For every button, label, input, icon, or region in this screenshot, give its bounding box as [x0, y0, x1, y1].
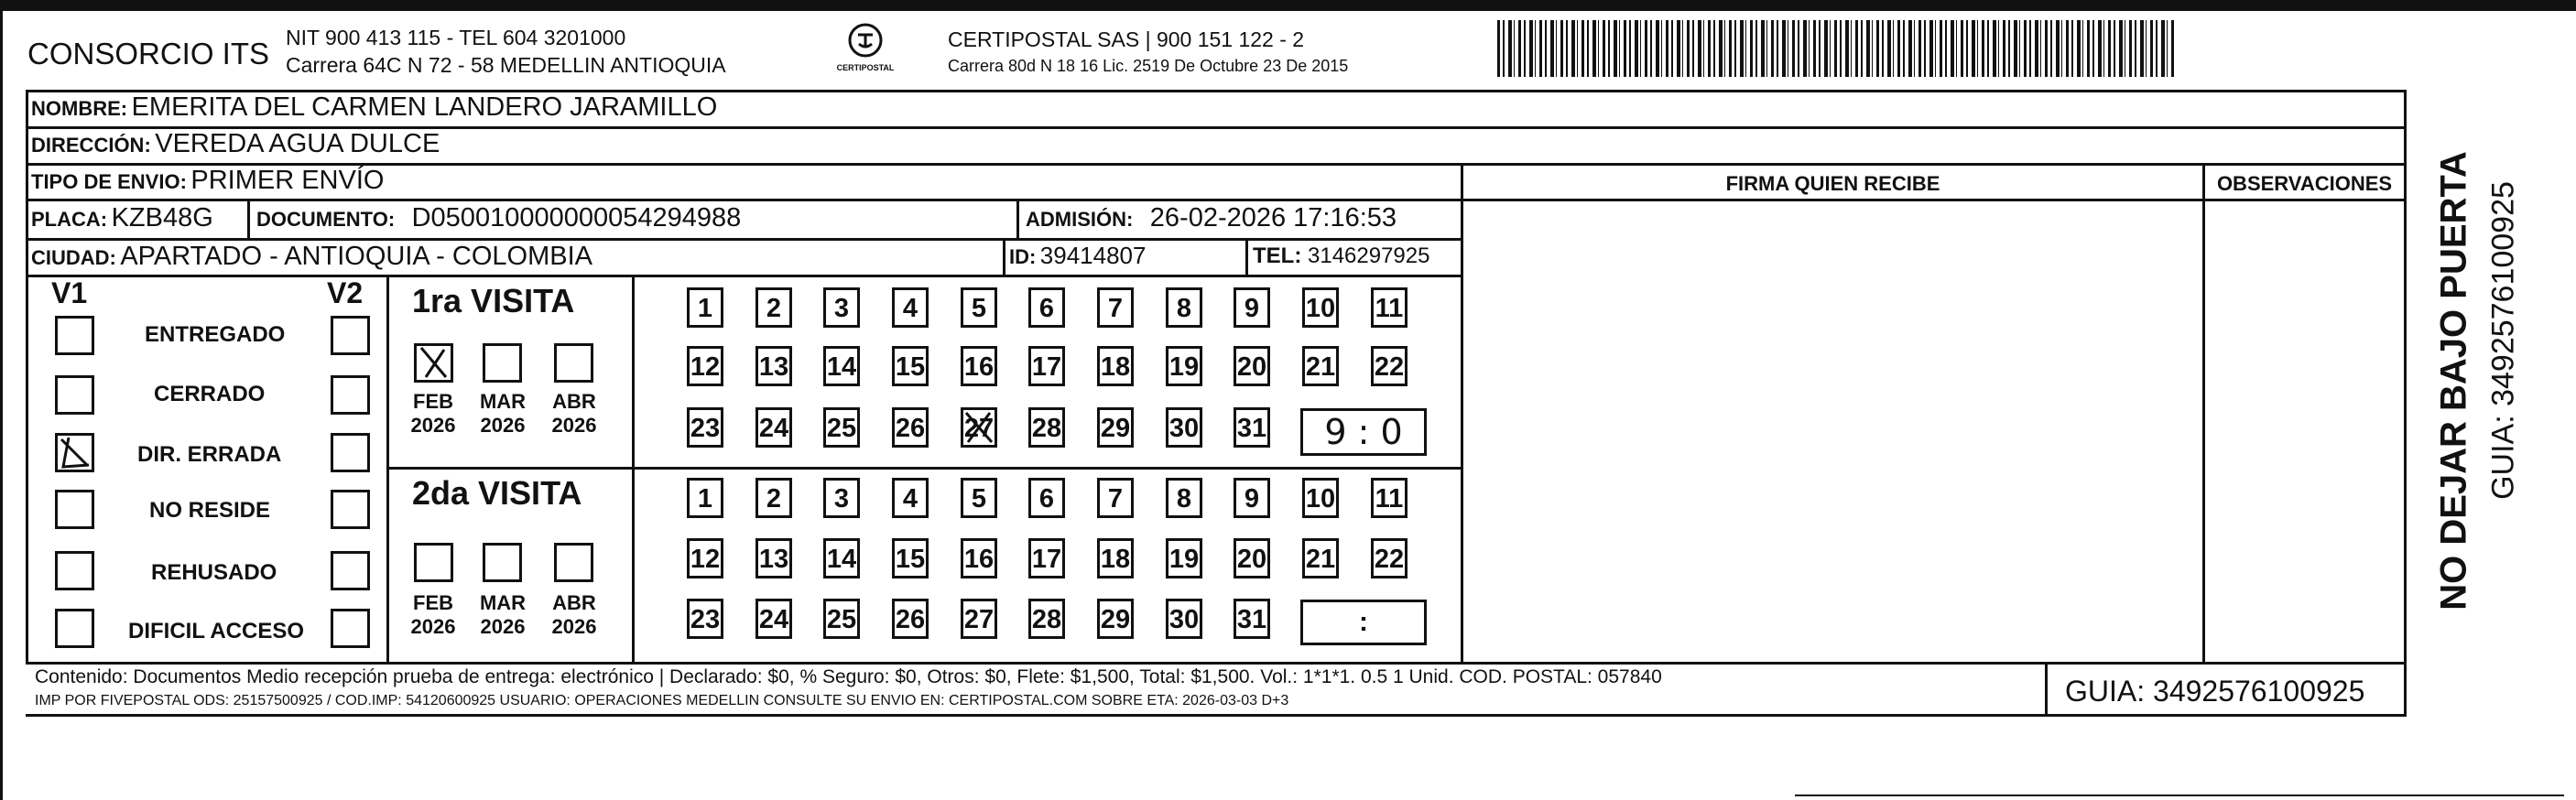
second-visit-mar-box[interactable] — [483, 543, 522, 582]
second-visit-time-value: : — [1359, 607, 1368, 637]
second-visit-day-6[interactable]: 6 — [1028, 478, 1065, 518]
first-visit-day-23[interactable]: 23 — [687, 407, 723, 448]
first-visit-day-5[interactable]: 5 — [961, 287, 997, 328]
first-visit-day-21[interactable]: 21 — [1302, 346, 1339, 386]
row-line-3 — [26, 199, 1463, 201]
second-visit-day-18[interactable]: 18 — [1097, 538, 1134, 578]
tipo-label: TIPO DE ENVIO: — [31, 170, 187, 193]
top-border — [0, 0, 2576, 11]
tel-value: 3146297925 — [1308, 243, 1430, 268]
side-guia: GUIA: 3492576100925 — [2485, 181, 2521, 500]
certipostal-logo — [829, 22, 902, 79]
status-label-dir-errada: DIR. ERRADA — [137, 442, 282, 467]
first-visit-time-value: 9 : 0 — [1324, 412, 1403, 452]
second-visit-day-27[interactable]: 27 — [961, 599, 997, 639]
first-visit-day-9[interactable]: 9 — [1234, 287, 1270, 328]
first-visit-abr-box[interactable] — [554, 343, 593, 383]
row-line-5 — [26, 275, 1463, 277]
status-label-rehusado: REHUSADO — [151, 560, 277, 585]
first-visit-day-31[interactable]: 31 — [1234, 407, 1270, 448]
id-divider — [1003, 238, 1005, 275]
footer-imp: IMP POR FIVEPOSTAL ODS: 25157500925 / COD.IMP: 54120600925 USUARIO: OPERACIONES MEDELLIN CONSULTE SU ENVIO EN: CERTIPOSTAL.COM SOBRE ETA: 2026-03-03 D+3 — [35, 693, 1289, 708]
second-visit-day-21[interactable]: 21 — [1302, 538, 1339, 578]
logo-text: CERTIPOSTAL — [836, 63, 895, 72]
second-visit-feb-label — [405, 591, 462, 639]
first-visit-day-7[interactable]: 7 — [1097, 287, 1134, 328]
v2-box-dir-errada[interactable] — [331, 433, 370, 472]
first-visit-day-2[interactable]: 2 — [755, 287, 792, 328]
second-visit-day-12[interactable]: 12 — [687, 538, 723, 578]
first-visit-day-18[interactable]: 18 — [1097, 346, 1134, 386]
feb-name-2: FEB — [413, 591, 453, 614]
footer-guia-divider — [2045, 662, 2048, 717]
first-visit-day-19[interactable]: 19 — [1166, 346, 1202, 386]
logo-icon — [847, 22, 884, 59]
first-visit-day-14[interactable]: 14 — [823, 346, 860, 386]
v1-box-no-reside[interactable] — [55, 490, 94, 529]
second-visit-mar-label — [474, 591, 531, 639]
ciudad-value: APARTADO - ANTIOQUIA - COLOMBIA — [120, 242, 592, 271]
v2-box-rehusado[interactable] — [331, 551, 370, 590]
admision-row — [1026, 203, 1397, 233]
direccion-label: DIRECCIÓN: — [31, 134, 151, 157]
first-visit-day-3[interactable]: 3 — [823, 287, 860, 328]
abr-name-2: ABR — [552, 591, 596, 614]
second-visit-day-26[interactable]: 26 — [892, 599, 929, 639]
side-warning: NO DEJAR BAJO PUERTA — [2433, 151, 2474, 611]
status-label-no-reside: NO RESIDE — [149, 498, 271, 523]
v2-box-cerrado[interactable] — [331, 375, 370, 415]
v2-box-no-reside[interactable] — [331, 490, 370, 529]
first-visit-day-22[interactable]: 22 — [1371, 346, 1408, 386]
sig-col-left — [1461, 163, 1463, 662]
first-visit-day-8[interactable]: 8 — [1166, 287, 1202, 328]
first-visit-day-13[interactable]: 13 — [755, 346, 792, 386]
footer-top-line — [26, 662, 2407, 665]
v1-box-dificil-acceso[interactable] — [55, 609, 94, 648]
placa-value: KZB48G — [111, 203, 213, 232]
second-visit-day-14[interactable]: 14 — [823, 538, 860, 578]
first-visit-day-17[interactable]: 17 — [1028, 346, 1065, 386]
admision-label: ADMISIÓN: — [1026, 208, 1134, 231]
ciudad-label: CIUDAD: — [31, 246, 116, 269]
first-visit-mar-label — [474, 390, 531, 438]
second-visit-day-4[interactable]: 4 — [892, 478, 929, 518]
mar-year-2: 2026 — [480, 615, 526, 638]
v2-label: V2 — [327, 276, 364, 309]
id-label: ID: — [1009, 245, 1037, 268]
first-visit-day-26[interactable]: 26 — [892, 407, 929, 448]
first-visit-day-1[interactable]: 1 — [687, 287, 723, 328]
mar-name-2: MAR — [479, 591, 527, 614]
tel-row — [1253, 243, 1429, 269]
v2-box-dificil-acceso[interactable] — [331, 609, 370, 648]
second-visit-day-24[interactable]: 24 — [755, 599, 792, 639]
first-visit-day-16[interactable]: 16 — [961, 346, 997, 386]
second-visit-day-1[interactable]: 1 — [687, 478, 723, 518]
checkmark-icon — [58, 436, 92, 470]
footer-contenido: Contenido: Documentos Medio recepción prueba de entrega: electrónico | Declarado: $0, % Seguro: $0, Otros: $0, Flete: $1,500, Total: $1,500. Vol.: 1*1*1. 0.5 1 Unid. COD. POSTAL: 057840 — [35, 666, 1662, 687]
v2-box-entregado[interactable] — [331, 316, 370, 355]
second-visit-day-5[interactable]: 5 — [961, 478, 997, 518]
visit-split-line — [386, 467, 1462, 470]
feb-year-2: 2026 — [410, 615, 456, 638]
placa-label: PLACA: — [31, 208, 108, 231]
v1-label: V1 — [51, 276, 88, 309]
v1-box-entregado[interactable] — [55, 316, 94, 355]
carrier-line: CERTIPOSTAL SAS | 900 151 122 - 2 — [948, 27, 1305, 51]
company-name: CONSORCIO ITS — [27, 37, 270, 70]
documento-value: D050010000000054294988 — [411, 203, 742, 232]
id-row — [1009, 242, 1146, 270]
first-visit-day-24[interactable]: 24 — [755, 407, 792, 448]
v1-box-cerrado[interactable] — [55, 375, 94, 415]
abr-year: 2026 — [551, 414, 597, 437]
second-visit-day-22[interactable]: 22 — [1371, 538, 1408, 578]
second-visit-day-17[interactable]: 17 — [1028, 538, 1065, 578]
id-value: 39414807 — [1039, 242, 1147, 269]
v1-box-dir-errada[interactable] — [55, 433, 94, 472]
abr-year-2: 2026 — [551, 615, 597, 638]
second-visit-day-3[interactable]: 3 — [823, 478, 860, 518]
admision-divider — [1016, 199, 1019, 238]
documento-row — [256, 203, 741, 233]
first-visit-feb-box[interactable] — [414, 343, 453, 383]
carrier-address: Carrera 80d N 18 16 Lic. 2519 De Octubre 23 De 2015 — [948, 57, 1349, 75]
abr-name: ABR — [552, 390, 596, 413]
first-visit-day-6[interactable]: 6 — [1028, 287, 1065, 328]
admision-value: 26-02-2026 17:16:53 — [1149, 203, 1397, 232]
direccion-row — [31, 129, 440, 159]
first-visit-abr-label — [546, 390, 603, 438]
second-visit-day-23[interactable]: 23 — [687, 599, 723, 639]
left-border — [0, 0, 3, 800]
first-visit-day-12[interactable]: 12 — [687, 346, 723, 386]
day-cross-mark-icon — [961, 407, 997, 448]
v1-box-rehusado[interactable] — [55, 551, 94, 590]
observaciones-header: OBSERVACIONES — [2216, 172, 2393, 195]
second-visit-day-28[interactable]: 28 — [1028, 599, 1065, 639]
second-visit-day-25[interactable]: 25 — [823, 599, 860, 639]
first-visit-day-29[interactable]: 29 — [1097, 407, 1134, 448]
bottom-rule — [1795, 795, 2564, 796]
obs-col-left — [2202, 163, 2205, 662]
direccion-value: VEREDA AGUA DULCE — [155, 129, 440, 158]
first-visit-day-28[interactable]: 28 — [1028, 407, 1065, 448]
mar-year: 2026 — [480, 414, 526, 437]
second-visit-day-29[interactable]: 29 — [1097, 599, 1134, 639]
second-visit-day-20[interactable]: 20 — [1234, 538, 1270, 578]
barcode — [1497, 20, 2175, 77]
first-visit-day-11[interactable]: 11 — [1371, 287, 1408, 328]
second-visit-day-13[interactable]: 13 — [755, 538, 792, 578]
second-visit-day-2[interactable]: 2 — [755, 478, 792, 518]
second-visit-abr-box[interactable] — [554, 543, 593, 582]
first-visit-day-27[interactable]: 27 — [961, 407, 997, 448]
second-visit-day-11[interactable]: 11 — [1371, 478, 1408, 518]
frame-right — [2404, 90, 2407, 717]
firma-header: FIRMA QUIEN RECIBE — [1725, 172, 1940, 195]
mar-name: MAR — [479, 390, 527, 413]
first-visit-day-20[interactable]: 20 — [1234, 346, 1270, 386]
feb-year: 2026 — [410, 414, 456, 437]
status-label-dificil-acceso: DIFICIL ACCESO — [128, 619, 305, 643]
placa-row — [31, 203, 213, 233]
status-label-cerrado: CERRADO — [154, 382, 266, 406]
documento-label: DOCUMENTO: — [256, 208, 396, 231]
footer-guia: GUIA: 3492576100925 — [2065, 675, 2365, 708]
second-visit-day-10[interactable]: 10 — [1302, 478, 1339, 518]
address-line: Carrera 64C N 72 - 58 MEDELLIN ANTIOQUIA — [286, 53, 726, 77]
status-label-entregado: ENTREGADO — [145, 322, 286, 347]
placa-divider — [247, 199, 250, 238]
first-visit-day-10[interactable]: 10 — [1302, 287, 1339, 328]
first-visit-day-4[interactable]: 4 — [892, 287, 929, 328]
ciudad-row — [31, 242, 592, 272]
tel-divider — [1245, 238, 1248, 275]
sig-header-line — [1461, 199, 2407, 201]
second-visit-day-8[interactable]: 8 — [1166, 478, 1202, 518]
frame-left — [26, 90, 28, 662]
tipo-row — [31, 166, 384, 196]
nombre-row — [31, 92, 717, 123]
first-visit-title: 1ra VISITA — [412, 282, 575, 319]
nit-line: NIT 900 413 115 - TEL 604 3201000 — [286, 26, 626, 49]
second-visit-day-31[interactable]: 31 — [1234, 599, 1270, 639]
second-visit-time-box[interactable] — [1300, 600, 1427, 645]
first-visit-day-15[interactable]: 15 — [892, 346, 929, 386]
second-visit-day-19[interactable]: 19 — [1166, 538, 1202, 578]
first-visit-feb-label — [405, 390, 462, 438]
second-visit-day-16[interactable]: 16 — [961, 538, 997, 578]
nombre-label: NOMBRE: — [31, 97, 128, 120]
first-visit-time-box[interactable] — [1300, 408, 1427, 456]
second-visit-title: 2da VISITA — [412, 474, 582, 512]
second-visit-feb-box[interactable] — [414, 543, 453, 582]
first-visit-mar-box[interactable] — [483, 343, 522, 383]
first-visit-day-30[interactable]: 30 — [1166, 407, 1202, 448]
second-visit-abr-label — [546, 591, 603, 639]
feb-name: FEB — [413, 390, 453, 413]
second-visit-day-30[interactable]: 30 — [1166, 599, 1202, 639]
frame-bottom — [26, 714, 2407, 717]
second-visit-day-7[interactable]: 7 — [1097, 478, 1134, 518]
nombre-value: EMERITA DEL CARMEN LANDERO JARAMILLO — [131, 92, 718, 122]
cross-mark-icon — [417, 346, 451, 380]
second-visit-day-9[interactable]: 9 — [1234, 478, 1270, 518]
tipo-value: PRIMER ENVÍO — [190, 166, 385, 195]
first-visit-day-25[interactable]: 25 — [823, 407, 860, 448]
tel-label: TEL: — [1253, 243, 1302, 268]
second-visit-day-15[interactable]: 15 — [892, 538, 929, 578]
